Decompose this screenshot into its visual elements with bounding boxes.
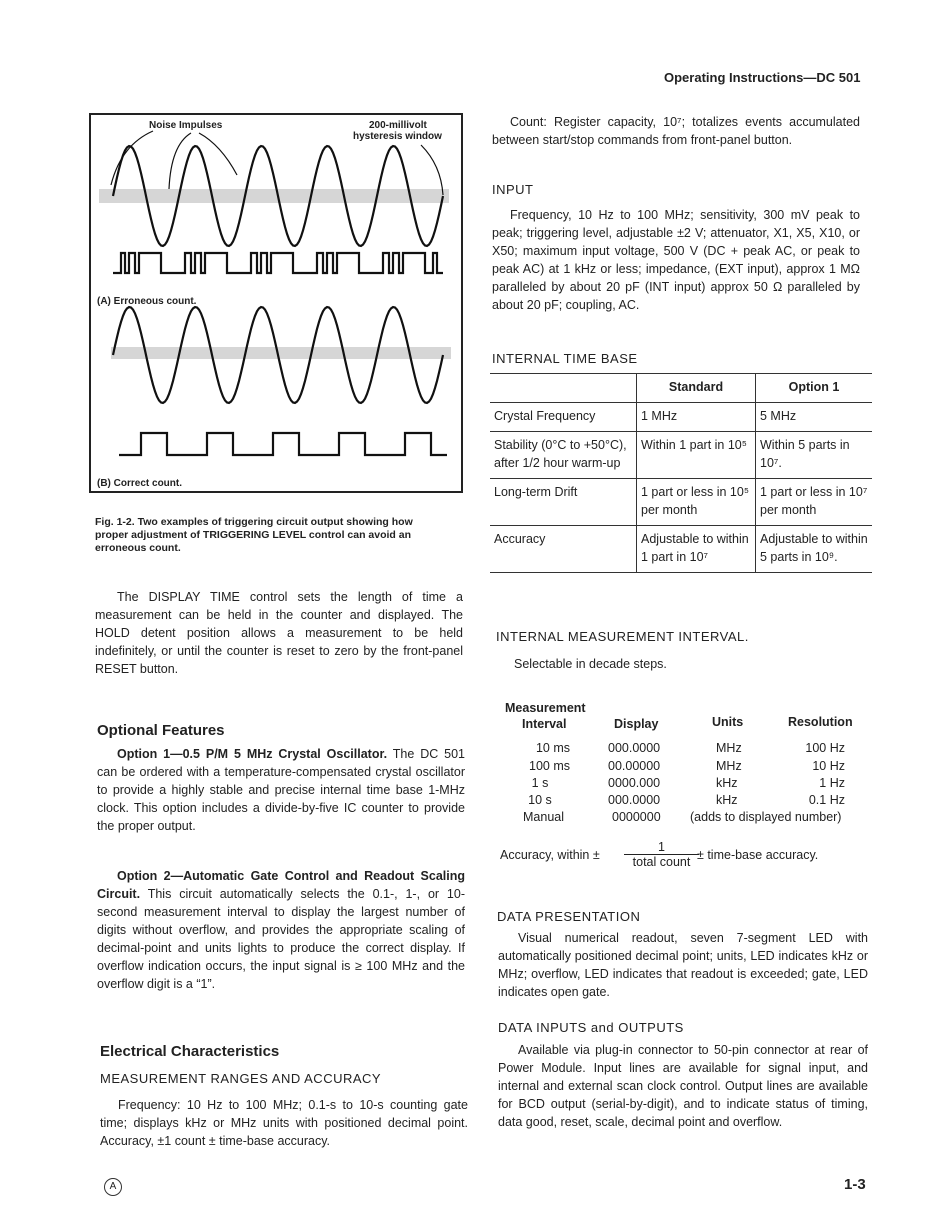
mt-header: Interval bbox=[522, 717, 567, 731]
option1-body: The DC 501 can be ordered with a temperature-compensated crystal oscillator to provide a highly stable and precise internal time base 1-MHz clock. This option includes a divide-by-five IC counter to provide the proper output. bbox=[97, 747, 465, 833]
tbl-cell: Within 5 parts in 10⁷. bbox=[756, 432, 873, 479]
time-base-table bbox=[490, 373, 872, 573]
mt-header: Measurement bbox=[505, 701, 586, 715]
tbl-cell: Crystal Frequency bbox=[490, 403, 637, 432]
accuracy-suffix: ± time-base accuracy. bbox=[697, 848, 819, 862]
mt-cell: (adds to displayed number) bbox=[690, 810, 842, 824]
input-heading: INPUT bbox=[492, 182, 534, 197]
display-time-paragraph: The DISPLAY TIME control sets the length of time a measurement can be held in the counter and displayed. The HOLD detent position allows a measurement to be held indefinitely, or until the counter is reset to zero by the front-panel RESET button. bbox=[95, 590, 463, 676]
option1-paragraph bbox=[97, 745, 465, 835]
tbl-cell: Adjustable to within 5 parts in 10⁹. bbox=[756, 526, 873, 573]
tbl-cell: 1 part or less in 10⁷ per month bbox=[756, 479, 873, 526]
option1-title: Option 1—0.5 P/M 5 MHz Crystal Oscillator. bbox=[117, 747, 388, 761]
mt-cell: 0000000 bbox=[612, 810, 661, 824]
tbl-cell: 1 part or less in 10⁵ per month bbox=[637, 479, 756, 526]
count-paragraph: Count: Register capacity, 10⁷; totalizes events accumulated between start/stop commands from front-panel button. bbox=[492, 115, 860, 147]
mt-cell: 100 Hz bbox=[805, 741, 845, 755]
data-presentation-paragraph: Visual numerical readout, seven 7-segment LED with automatically positioned decimal point; units, LED indicates kHz or MHz; overflow, LED indicates that readout is exceeded; gate, LED indicates open gate. bbox=[498, 931, 868, 999]
page-number: 1-3 bbox=[844, 1176, 866, 1193]
option2-title: Option 2—Automatic Gate Control and Readout Scaling Circuit. bbox=[97, 869, 465, 901]
accuracy-denominator: total count bbox=[624, 854, 699, 869]
tbl-cell: Adjustable to within 1 part in 10⁷ bbox=[637, 526, 756, 573]
mt-cell: 000.0000 bbox=[608, 793, 661, 807]
hysteresis-label-2: hysteresis window bbox=[353, 131, 442, 142]
mt-cell: 00.00000 bbox=[608, 759, 661, 773]
publisher-logo: A bbox=[104, 1178, 122, 1196]
data-presentation-heading: DATA PRESENTATION bbox=[497, 909, 641, 924]
tbl-cell: Long-term Drift bbox=[490, 479, 637, 526]
mt-header: Resolution bbox=[788, 715, 853, 729]
mt-header: Display bbox=[614, 717, 659, 731]
tbl-cell: Stability (0°C to +50°C), after 1/2 hour warm-up bbox=[490, 432, 637, 479]
internal-measurement-interval-heading: INTERNAL MEASUREMENT INTERVAL. bbox=[496, 629, 749, 644]
mt-cell: 10 s bbox=[528, 793, 552, 807]
correct-count-label: (B) Correct count. bbox=[97, 478, 182, 489]
measurement-ranges-heading: MEASUREMENT RANGES AND ACCURACY bbox=[100, 1071, 382, 1086]
accuracy-prefix: Accuracy, within ± bbox=[500, 848, 600, 862]
tbl-cell: 5 MHz bbox=[756, 403, 873, 432]
tbl-header-blank bbox=[490, 374, 637, 403]
accuracy-numerator: 1 bbox=[658, 840, 665, 854]
decade-steps-text: Selectable in decade steps. bbox=[514, 657, 667, 671]
hysteresis-label-1: 200-millivolt bbox=[369, 120, 427, 131]
caption-line-2: proper adjustment of TRIGGERING LEVEL control can avoid an bbox=[95, 529, 412, 541]
mt-cell: 0000.000 bbox=[608, 776, 661, 790]
page-header: Operating Instructions—DC 501 bbox=[664, 70, 861, 85]
tbl-cell: Within 1 part in 10⁵ bbox=[637, 432, 756, 479]
data-io-heading: DATA INPUTS and OUTPUTS bbox=[498, 1020, 684, 1035]
tbl-header-option1: Option 1 bbox=[756, 374, 873, 403]
mt-cell: 10 ms bbox=[535, 741, 570, 755]
tbl-cell: Accuracy bbox=[490, 526, 637, 573]
mt-cell: 000.0000 bbox=[608, 741, 661, 755]
mt-cell: 0.1 Hz bbox=[808, 793, 845, 807]
input-paragraph: Frequency, 10 Hz to 100 MHz; sensitivity, 300 mV peak to peak; triggering level, adjustable ±2 V; attenuator, X1, X5, X10, or X50; maximum input voltage, 500 V (DC + peak AC, or peak to peak AC) at 1 kHz or less; impedance, (EXT input), approx 1 MΩ paralleled by about 20 pF (INT input) approx 50 Ω paralleled by about 20 pF; coupling, AC. bbox=[492, 208, 860, 312]
mt-header: Units bbox=[712, 715, 744, 729]
mt-cell: MHz bbox=[716, 759, 742, 773]
mt-cell: MHz bbox=[716, 741, 742, 755]
mt-cell: kHz bbox=[716, 793, 738, 807]
option2-paragraph bbox=[97, 867, 465, 993]
internal-time-base-heading: INTERNAL TIME BASE bbox=[492, 351, 638, 366]
accuracy-fraction bbox=[624, 840, 699, 869]
option2-body: This circuit automatically selects the 0.1-, 1-, or 10-second measurement interval to display the largest number of digits without overflow, and provides the appropriate scaling of decimal-point and units lights to produce the correct display. If overflow indication occurs, the input signal is ≥ 100 MHz and the overflow digit is a “1”. bbox=[97, 887, 465, 991]
frequency-paragraph: Frequency: 10 Hz to 100 MHz; 0.1-s to 10-s counting gate time; displays kHz or MHz units with positioned decimal point. Accuracy, ±1 count ± time-base accuracy. bbox=[100, 1098, 468, 1148]
mt-cell: 1 s bbox=[531, 776, 549, 790]
mt-cell: kHz bbox=[716, 776, 738, 790]
caption-line-3: erroneous count. bbox=[95, 542, 181, 554]
tbl-header-standard: Standard bbox=[637, 374, 756, 403]
noise-impulses-label: Noise Impulses bbox=[149, 120, 223, 131]
erroneous-count-label: (A) Erroneous count. bbox=[97, 296, 197, 307]
mt-cell: Manual bbox=[523, 810, 564, 824]
optional-features-heading: Optional Features bbox=[97, 722, 225, 739]
tbl-cell: 1 MHz bbox=[637, 403, 756, 432]
caption-line-1: Fig. 1-2. Two examples of triggering circuit output showing how bbox=[95, 516, 413, 528]
mt-cell: 1 Hz bbox=[819, 776, 845, 790]
figure-box bbox=[89, 113, 463, 493]
electrical-characteristics-heading: Electrical Characteristics bbox=[100, 1043, 280, 1060]
figure-caption bbox=[95, 516, 475, 555]
data-io-paragraph: Available via plug-in connector to 50-pin connector at rear of Power Module. Input lines are available for signal input, and internal and external scan clock control. Output lines are available for BCD output (serial-by-digit), and to indicate status of timing, data good, reset, scale, decimal point and overflow. bbox=[498, 1043, 868, 1129]
mt-cell: 10 Hz bbox=[812, 759, 845, 773]
mt-cell: 100 ms bbox=[529, 759, 570, 773]
